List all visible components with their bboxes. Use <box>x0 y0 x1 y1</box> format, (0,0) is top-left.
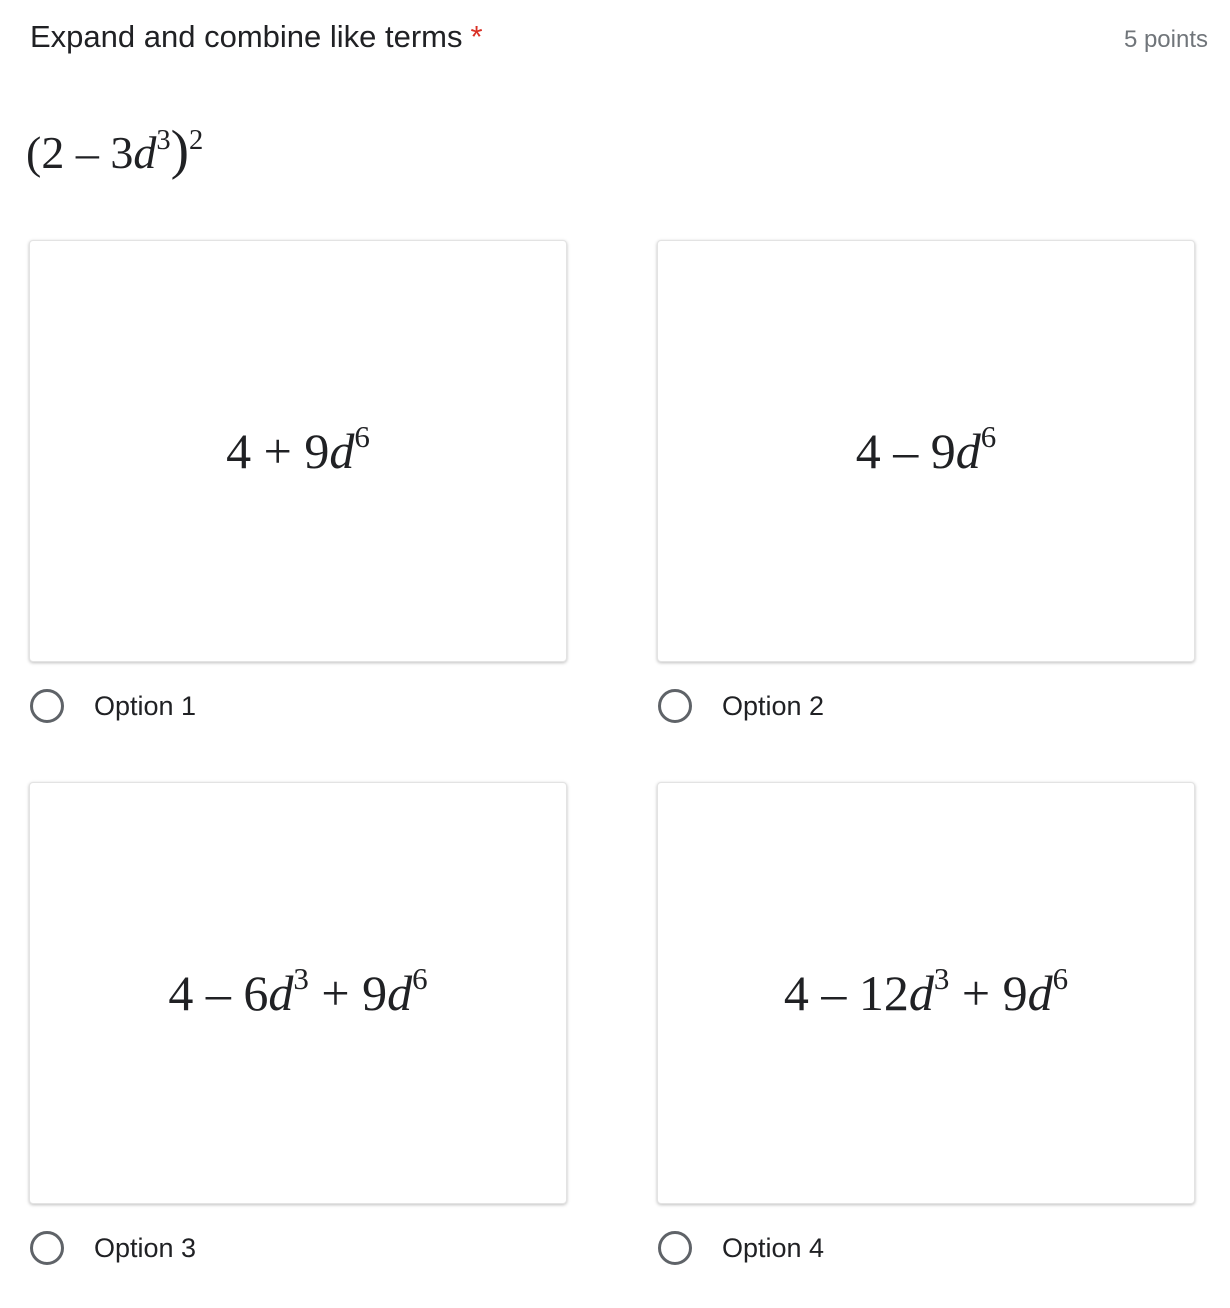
option-2-label[interactable]: Option 2 <box>722 690 825 721</box>
option-4-term-1: 4 – 12 <box>783 965 909 1021</box>
option-4-exponent-2: 6 <box>1052 961 1069 997</box>
option-4-var-2: d <box>1027 965 1053 1021</box>
option-3-image-card[interactable] <box>29 782 567 1204</box>
required-star: * <box>470 19 483 54</box>
expression-inner-exponent: 3 <box>156 124 171 156</box>
option-4-exponent-1: 3 <box>933 961 950 997</box>
option-4-var-1: d <box>908 965 934 1021</box>
option-2-math <box>855 419 997 480</box>
option-3-math <box>168 961 428 1022</box>
option-2-var: d <box>955 423 981 479</box>
option-1-math <box>226 419 370 480</box>
option-4-image-card[interactable] <box>657 782 1195 1204</box>
option-2-exponent: 6 <box>980 419 997 455</box>
option-3-row[interactable] <box>30 1226 196 1270</box>
option-3-exponent-2: 6 <box>412 961 428 997</box>
expression-close: ) <box>170 119 189 180</box>
option-3-term-1: 4 – 6 <box>168 965 269 1021</box>
option-1-image-card[interactable] <box>29 240 567 662</box>
option-3-label[interactable]: Option 3 <box>94 1232 197 1263</box>
expression-outer-exponent: 2 <box>188 124 204 156</box>
expression-var: d <box>133 127 157 178</box>
option-4-math <box>783 961 1069 1022</box>
option-1-exponent: 6 <box>354 419 370 455</box>
option-2-term: 4 – 9 <box>855 423 956 479</box>
option-1-row[interactable] <box>30 684 196 728</box>
option-2-radio[interactable] <box>658 689 692 723</box>
question-title-text: Expand and combine like terms <box>30 19 463 54</box>
option-3-term-2: + 9 <box>308 965 388 1021</box>
question-expression <box>26 110 203 193</box>
option-3-var-2: d <box>387 965 413 1021</box>
option-1-label[interactable]: Option 1 <box>94 690 197 721</box>
option-4-radio[interactable] <box>658 1231 692 1265</box>
option-4-row[interactable] <box>658 1226 824 1270</box>
option-1-radio[interactable] <box>30 689 64 723</box>
option-2-row[interactable] <box>658 684 824 728</box>
option-4-label[interactable]: Option 4 <box>722 1232 825 1263</box>
question-title <box>30 18 483 56</box>
option-2-image-card[interactable] <box>657 240 1195 662</box>
option-3-var-1: d <box>268 965 294 1021</box>
expression-open: (2 – 3 <box>26 127 134 178</box>
option-4-term-2: + 9 <box>949 965 1028 1021</box>
option-1-var: d <box>329 423 355 479</box>
option-1-term: 4 + 9 <box>226 423 330 479</box>
option-3-radio[interactable] <box>30 1231 64 1265</box>
option-3-exponent-1: 3 <box>293 961 309 997</box>
points-label: 5 points <box>1123 26 1208 53</box>
